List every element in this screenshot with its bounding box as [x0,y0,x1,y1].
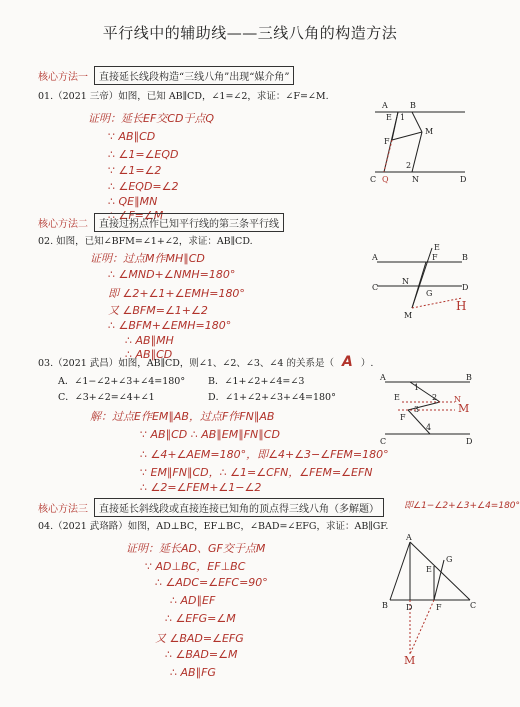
label-B: B [410,101,416,110]
page-title: 平行线中的辅助线——三线八角的构造方法 [102,24,398,42]
label-A: A [380,373,386,382]
label-angle-1: 1 [414,383,420,392]
p1-work-line: ∴ ∠1=∠EQD [108,148,179,161]
p3-work-line: ∴ ∠4+∠AEM=180°，即∠4+∠3−∠FEM=180° [140,448,389,461]
method-one-header [38,66,294,85]
figure-1 [370,100,470,185]
label-B: B [466,373,472,382]
label-N: N [454,395,461,404]
label-E: E [426,565,432,574]
p3-options-row-2 [58,389,358,403]
p1-work-line: ∴ QE∥MN [108,195,158,208]
p2-work-line: ∴ ∠MND+∠NMH=180° [108,268,236,281]
p1-work-line: 证明：延长EF交CD于点Q [88,112,215,125]
label-angle-2: 2 [432,393,438,402]
label-E: E [386,113,392,122]
label-F: F [384,137,390,146]
label-N: N [402,277,409,286]
p2-work-line: ∴ AB∥MH [125,334,174,347]
method-two-header [38,213,284,232]
label-C: C [370,175,377,184]
p4-work-line: 又 ∠BAD=∠EFG [155,632,244,645]
p1-work-line: ∴ ∠F=∠M [108,209,164,222]
problem-4-text: 04.（2021 武珞路）如图，AD⊥BC，EF⊥BC，∠BAD=∠EFG，求证：AB∥GF. [38,521,389,532]
label-F: F [436,603,442,612]
option-c: C．∠3+∠2=∠4+∠1 [58,392,155,403]
p4-work-line: ∵ AD⊥BC，EF⊥BC [145,560,246,573]
problem-3-text [38,354,373,370]
label-angle-2: 2 [406,161,412,170]
p3-conclusion: 即∠1−∠2+∠3+∠4=180° [404,501,520,511]
label-C: C [470,601,477,610]
p3-answer: A [341,354,353,370]
p3-options-row-1 [58,373,358,387]
p4-work-line: ∴ AD∥EF [170,594,216,607]
problem-1-text: 01.（2021 三帝）如图，已知 AB∥CD，∠1=∠2，求证：∠F=∠M. [38,91,329,102]
problem-2-text: 02. 如图，已知∠BFM=∠1+∠2，求证：AB∥CD. [38,236,253,247]
figure-2 [372,243,472,321]
p2-work-line: ∴ AB∥CD [125,348,173,361]
p3-work-line: ∴ ∠2=∠FEM+∠1−∠2 [140,481,262,494]
label-N: N [412,175,419,184]
p1-work-line: ∴ ∠EQD=∠2 [108,180,179,193]
label-C: C [372,283,379,292]
figure-3 [380,372,475,447]
label-M: M [425,127,434,136]
method-three-header [38,498,384,517]
p3-question: 03.（2021 武昌）如图，AB∥CD，则∠1、∠2、∠3、∠4 的关系是（ [38,358,334,369]
p3-work-line: 解：过点E作EM∥AB，过点F作FN∥AB [90,410,275,423]
label-E: E [434,243,440,252]
option-d: D．∠1+∠2+∠3+∠4=180° [208,392,336,403]
p2-work-line: ∴ ∠BFM+∠EMH=180° [108,319,232,332]
label-D: D [460,175,467,184]
label-F: F [400,413,406,422]
method-box: 直接延长线段构造“三线八角”出现“媒介角” [94,66,294,85]
label-E: E [394,393,400,402]
p4-work-line: ∴ ∠BAD=∠M [165,648,238,661]
label-M: M [404,311,413,320]
method-box: 直接延长斜线段或直接连接已知角的顶点得三线八角（多解题） [94,498,384,517]
method-box: 直接过拐点作已知平行线的第三条平行线 [94,213,284,232]
p4-work-line: ∴ AB∥FG [170,666,216,679]
label-M: M [458,402,470,415]
p3-work-line: ∵ AB∥CD ∴ AB∥EM∥FN∥CD [140,428,280,441]
label-angle-4: 4 [426,423,432,432]
figure-4 [382,533,482,667]
p4-work-line: ∴ ∠EFG=∠M [165,612,236,625]
label-F: F [432,253,438,262]
p2-work-line: 证明：过点M作MH∥CD [90,252,205,265]
label-A: A [382,101,388,110]
option-b: B．∠1+∠2+∠4=∠3 [208,376,305,387]
label-B: B [382,601,388,610]
method-label: 核心方法二 [38,219,88,230]
label-D: D [406,603,413,612]
label-H: H [456,299,467,313]
label-G: G [446,555,453,564]
label-D: D [462,283,469,292]
method-label: 核心方法一 [38,72,88,83]
label-M: M [404,654,416,667]
p1-work-line: ∵ ∠1=∠2 [108,164,162,177]
p4-work-line: ∴ ∠ADC=∠EFC=90° [155,576,268,589]
p3-close: ）. [360,358,374,369]
label-angle-1: 1 [400,113,406,122]
p3-work-line: ∵ EM∥FN∥CD，∴ ∠1=∠CFN，∠FEM=∠EFN [140,466,373,479]
label-A: A [372,253,378,262]
label-angle-3: 3 [414,405,420,414]
p4-work-line: 证明：延长AD、GF交于点M [126,542,266,555]
option-a: A．∠1−∠2+∠3+∠4=180° [58,376,186,387]
method-label: 核心方法三 [38,504,88,515]
p1-work-line: ∵ AB∥CD [108,130,156,143]
label-C: C [380,437,387,446]
label-A: A [406,533,412,542]
p2-work-line: 又 ∠BFM=∠1+∠2 [108,304,208,317]
p2-work-line: 即 ∠2+∠1+∠EMH=180° [108,287,245,300]
label-Q: Q [382,175,389,184]
label-G: G [426,289,433,298]
label-B: B [462,253,468,262]
label-D: D [466,437,473,446]
